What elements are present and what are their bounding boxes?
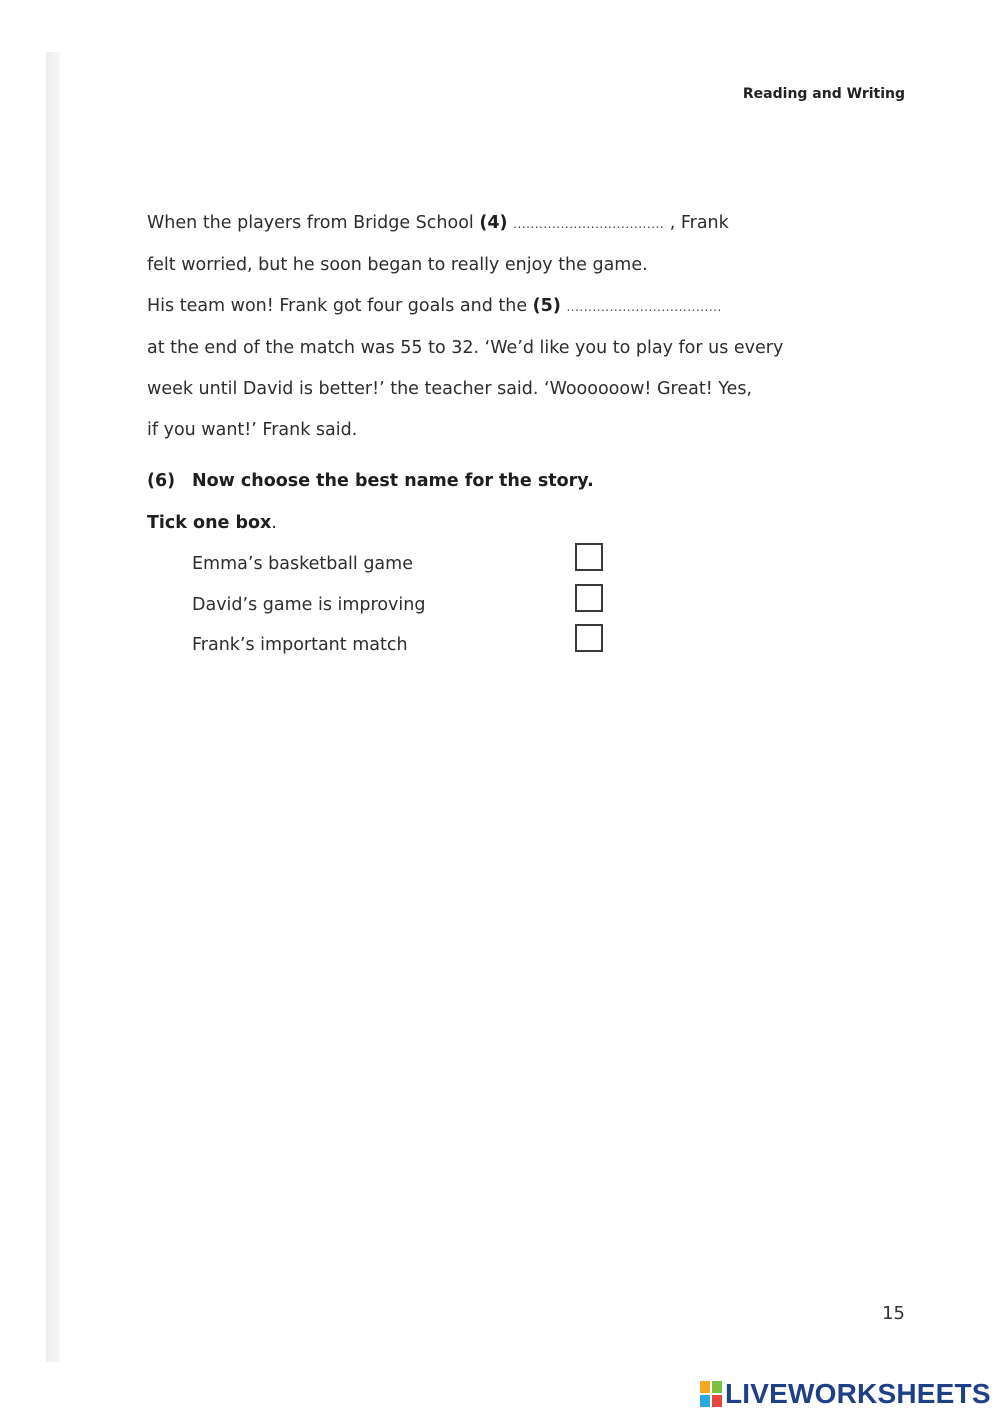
story-line-4: at the end of the match was 55 to 32. ‘We’d like you to play for us every xyxy=(147,338,784,358)
story-text xyxy=(147,203,837,451)
story-line-3: His team won! Frank got four goals and the (5) .................................... xyxy=(147,286,837,328)
question-6 xyxy=(147,471,594,491)
option-label: Frank’s important match xyxy=(192,635,408,655)
liveworksheets-logo-icon xyxy=(700,1381,722,1407)
option-2 xyxy=(192,589,622,630)
instruction: Tick one box. xyxy=(147,513,277,533)
option-label: Emma’s basketball game xyxy=(192,554,413,574)
question-number: (6) xyxy=(147,471,176,491)
tick-box[interactable] xyxy=(575,543,603,571)
liveworksheets-watermark xyxy=(700,1379,991,1409)
gap-number-5: (5) xyxy=(532,296,561,316)
tick-box[interactable] xyxy=(575,584,603,612)
story-line-5: week until David is better!’ the teacher said. ‘Woooooow! Great! Yes, xyxy=(147,379,753,399)
option-3 xyxy=(192,629,622,670)
option-label: David’s game is improving xyxy=(192,594,426,615)
option-list xyxy=(192,548,622,670)
page-number: 15 xyxy=(882,1303,905,1324)
tick-box[interactable] xyxy=(575,624,603,652)
question-text: Now choose the best name for the story. xyxy=(192,471,594,491)
page-edge-shadow xyxy=(46,52,60,1362)
story-line-2: felt worried, but he soon began to really enjoy the game. xyxy=(147,255,648,275)
gap-number-4: (4) xyxy=(479,213,508,233)
running-head: Reading and Writing xyxy=(742,86,905,102)
story-line-1: When the players from Bridge School (4) ................................... , Frank xyxy=(147,203,837,245)
watermark-text: LIVEWORKSHEETS xyxy=(725,1378,991,1409)
answer-gap-4[interactable]: ................................... xyxy=(513,217,665,231)
option-1 xyxy=(192,548,622,589)
answer-gap-5[interactable]: .................................... xyxy=(566,300,722,314)
story-line-6: if you want!’ Frank said. xyxy=(147,420,358,440)
